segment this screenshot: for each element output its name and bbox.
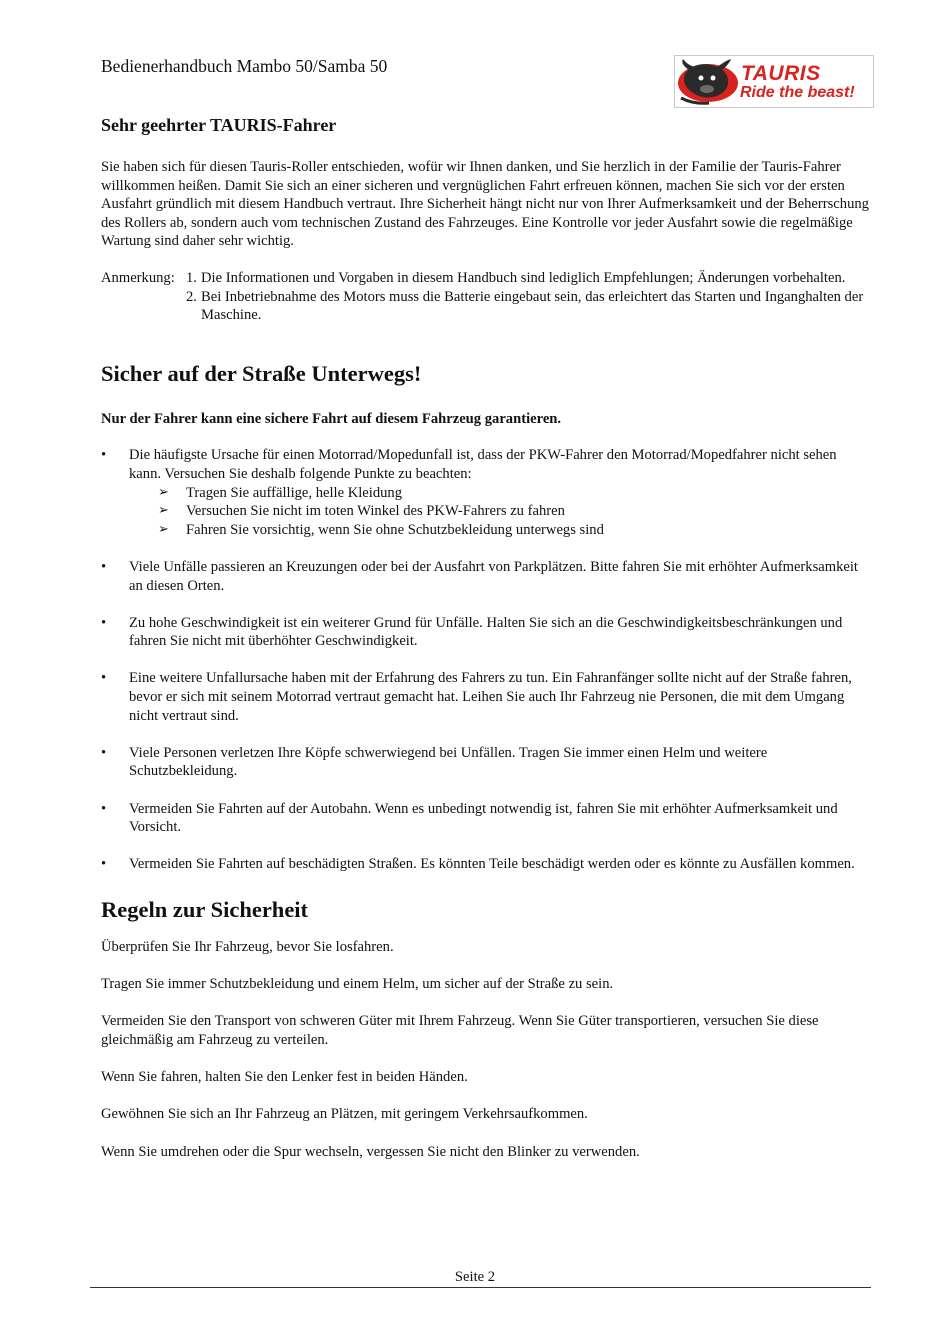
rule-paragraph: Wenn Sie umdrehen oder die Spur wechseln, vergessen Sie nicht den Blinker zu verwenden. xyxy=(101,1143,640,1160)
note-label: Anmerkung: xyxy=(101,269,175,286)
list-item: • Viele Personen verletzen Ihre Köpfe schwerwiegend bei Unfällen. Tragen Sie immer einen Helm und weitere Schutzbekleidung. xyxy=(101,744,871,781)
list-item xyxy=(101,446,871,539)
safety-subheading: Nur der Fahrer kann eine sichere Fahrt auf diesem Fahrzeug garantieren. xyxy=(101,410,562,427)
safety-heading: Sicher auf der Straße Unterwegs! xyxy=(101,360,422,386)
sub-point-list xyxy=(158,484,871,540)
note-text: Bei Inbetriebnahme des Motors muss die Batterie eingebaut sein, das erleichtert das Starten und Inganghalten der Maschine. xyxy=(201,288,864,324)
tauris-logo xyxy=(674,55,874,108)
rule-paragraph: Überprüfen Sie Ihr Fahrzeug, bevor Sie losfahren. xyxy=(101,939,394,955)
sub-point-item: ➢ Versuchen Sie nicht im toten Winkel des PKW-Fahrers zu fahren xyxy=(158,502,871,521)
main-content xyxy=(101,114,871,1180)
logo-brand-text: TAURIS xyxy=(741,62,821,85)
bullet-text: Die häufigste Ursache für einen Motorrad/Mopedunfall ist, dass der PKW-Fahrer den Motorrad/Mopedfahrer nicht sehen kann. Versuchen Sie deshalb folgende Punkte zu beachten: xyxy=(129,447,837,482)
rule-paragraph: Vermeiden Sie den Transport von schweren Güter mit Ihrem Fahrzeug. Wenn Sie Güter transportieren, versuchen Sie diese gleichmäßig am Fahrzeug zu verteilen. xyxy=(101,1013,819,1048)
list-item: • Eine weitere Unfallursache haben mit der Erfahrung des Fahrers zu tun. Ein Fahranfänger sollte nicht auf der Straße fahren, bevor er sich mit seinem Motorrad vertraut gemacht hat. Leihen Sie auch Ihr Fahrzeug nie Personen, die mit dem Umgang nicht vertraut sind. xyxy=(101,669,871,725)
note-item xyxy=(186,269,871,288)
note-text: Die Informationen und Vorgaben in diesem Handbuch sind lediglich Empfehlungen; Änderungen vorbehalten. xyxy=(201,269,846,286)
sub-point-item: ➢ Tragen Sie auffällige, helle Kleidung xyxy=(158,484,871,503)
list-item: • Zu hohe Geschwindigkeit ist ein weiterer Grund für Unfälle. Halten Sie sich an die Geschwindigkeitsbeschränkungen und fahren Sie nicht mit überhöhter Geschwindigkeit. xyxy=(101,614,871,651)
page-number: Seite 2 xyxy=(454,1269,496,1285)
rules-list xyxy=(101,938,871,1161)
rule-paragraph: Wenn Sie fahren, halten Sie den Lenker fest in beiden Händen. xyxy=(101,1069,468,1086)
note-number: 2. xyxy=(186,288,197,305)
note-item xyxy=(186,288,871,325)
list-item: • Vermeiden Sie Fahrten auf der Autobahn. Wenn es unbedingt notwendig ist, fahren Sie mit erhöhter Aufmerksamkeit und Vorsicht. xyxy=(101,800,871,837)
note-number: 1. xyxy=(186,269,197,286)
header-title: Bedienerhandbuch Mambo 50/Samba 50 xyxy=(101,56,388,76)
note-block xyxy=(101,269,871,325)
rules-heading: Regeln zur Sicherheit xyxy=(101,897,309,922)
intro-paragraph: Sie haben sich für diesen Tauris-Roller entschieden, wofür wir Ihnen danken, und Sie herzlich in der Familie der Tauris-Fahrer willkommen heißen. Damit Sie sich an einer sicheren und vergnüglichen Fahrt erfreuen können, machen Sie sich vor der ersten Ausfahrt gründlich mit diesem Handbuch vertraut. Ihre Sicherheit hängt nicht nur von Ihrer Aufmerksamkeit und der Beherrschung des Rollers ab, sondern auch vom technischen Zustand des Fahrzeuges. Eine Kontrolle vor jeder Ausfahrt sowie die regelmäßige Wartung sind daher sehr wichtig. xyxy=(101,159,869,250)
safety-bullet-list xyxy=(101,446,871,874)
logo-slogan-text: Ride the beast! xyxy=(740,84,855,101)
sub-point-item: ➢ Fahren Sie vorsichtig, wenn Sie ohne Schutzbekleidung unterwegs sind xyxy=(158,521,871,540)
rule-paragraph: Gewöhnen Sie sich an Ihr Fahrzeug an Plätzen, mit geringem Verkehrsaufkommen. xyxy=(101,1106,588,1123)
bull-logo-icon xyxy=(675,56,739,107)
note-list xyxy=(186,269,871,325)
list-item: • Viele Unfälle passieren an Kreuzungen oder bei der Ausfahrt von Parkplätzen. Bitte fahren Sie mit erhöhter Aufmerksamkeit an diesen Orten. xyxy=(101,558,871,595)
rule-paragraph: Tragen Sie immer Schutzbekleidung und einem Helm, um sicher auf der Straße zu sein. xyxy=(101,976,614,993)
list-item: • Vermeiden Sie Fahrten auf beschädigten Straßen. Es könnten Teile beschädigt werden oder es könnte zu Ausfällen kommen. xyxy=(101,855,871,874)
footer-divider xyxy=(90,1287,871,1288)
intro-heading: Sehr geehrter TAURIS-Fahrer xyxy=(101,115,337,135)
